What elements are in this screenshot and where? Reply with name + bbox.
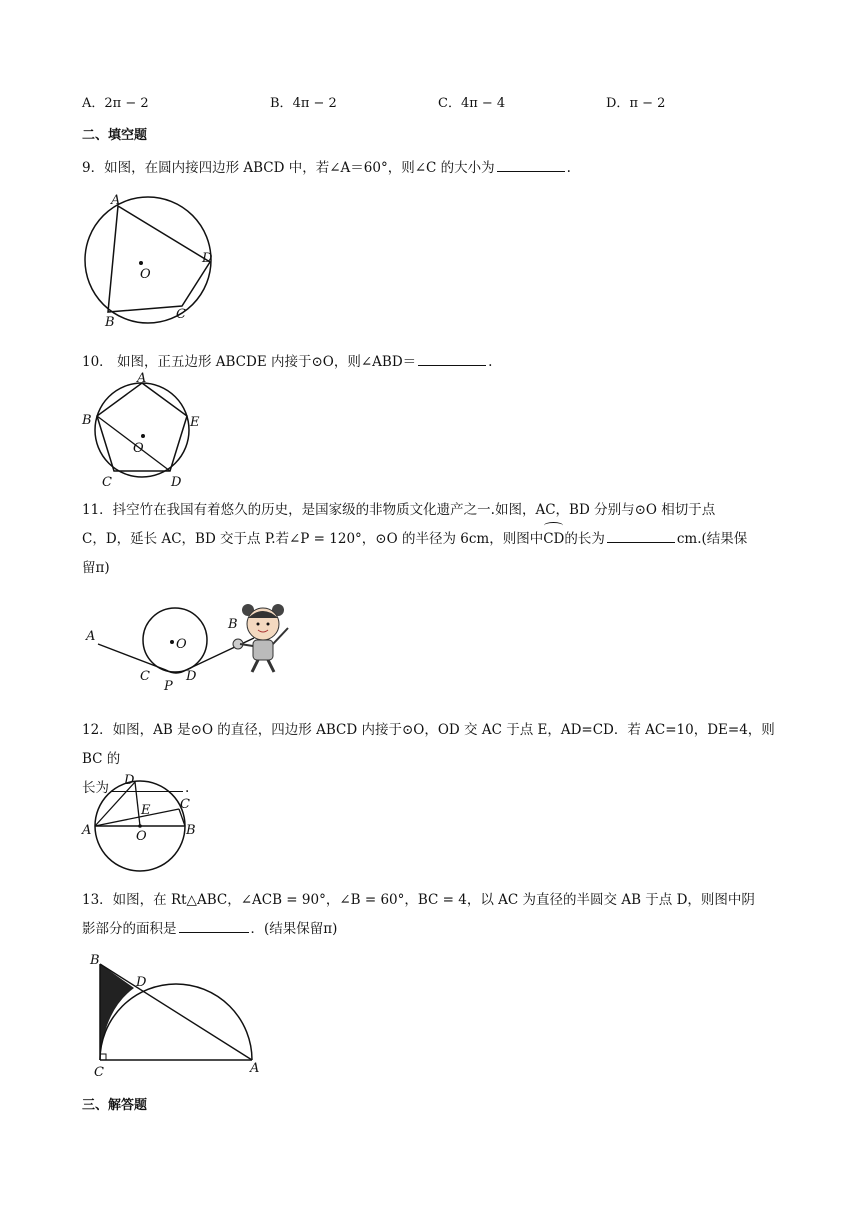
q11-label-o: O xyxy=(176,637,187,652)
q9-figure xyxy=(78,190,228,330)
q11-label-d: D xyxy=(186,669,197,684)
q13-label-c: C xyxy=(94,1065,104,1080)
answer-blank[interactable] xyxy=(418,351,486,366)
q10-label-b: B xyxy=(82,413,92,428)
q13-label-d: D xyxy=(136,975,147,990)
q13-label-a: A xyxy=(250,1061,260,1076)
option-b: B．4π − 2 xyxy=(270,96,337,111)
question-12: 12．如图，AB 是⊙O 的直径，四边形 ABCD 内接于⊙O，OD 交 AC 于点 E，AD=CD．若 AC=10，DE=4，则 BC 的 长为 . xyxy=(82,722,775,796)
q10-label-a: A xyxy=(137,372,147,386)
q12-label-d: D xyxy=(124,773,135,788)
q9-label-c: C xyxy=(176,307,186,322)
option-c: C．4π − 4 xyxy=(438,96,506,111)
q9-label-b: B xyxy=(105,315,115,330)
q13-figure xyxy=(82,950,272,1080)
q12-label-o: O xyxy=(136,829,147,844)
question-10: 10． 如图，正五边形 ABCDE 内接于⊙O，则∠ABD＝ . xyxy=(82,348,782,377)
question-9: 9．如图，在圆内接四边形 ABCD 中，若∠A＝60°，则∠C 的大小为 . xyxy=(82,154,782,183)
q11-label-b: B xyxy=(228,617,238,632)
q10-label-d: D xyxy=(171,475,182,490)
q12-label-b: B xyxy=(186,823,196,838)
q11-label-p: P xyxy=(164,679,173,694)
question-13: 13．如图，在 Rt△ABC，∠ACB = 90°，∠B = 60°，BC = 4，以 AC 为直径的半圆交 AB 于点 D，则图中阴 影部分的面积是 ．(结果保留π) xyxy=(82,892,755,937)
answer-blank[interactable] xyxy=(497,157,565,172)
q10-label-c: C xyxy=(102,475,112,490)
option-d: D．π − 2 xyxy=(606,96,666,111)
q11-label-a: A xyxy=(86,629,96,644)
q10-label-e: E xyxy=(190,415,200,430)
question-11: 11．抖空竹在我国有着悠久的历史，是国家级的非物质文化遗产之一.如图，AC，BD 分别与⊙O 相切于点 C，D，延长 AC，BD 交于点 P.若∠P = 120°，⊙O 的半径为 6cm，则图中CD的长为 cm.(结果保 留π) xyxy=(82,502,748,576)
q9-label-a: A xyxy=(111,193,121,208)
answer-blank[interactable] xyxy=(607,528,675,543)
q12-label-c: C xyxy=(180,797,190,812)
q13-label-b: B xyxy=(90,953,100,968)
q9-label-d: D xyxy=(202,251,213,266)
section-answer: 三、解答题 xyxy=(82,1098,148,1113)
q10-label-o: O xyxy=(133,441,144,456)
answer-blank[interactable] xyxy=(179,918,249,933)
q12-figure xyxy=(80,772,210,872)
cartoon-girl-icon xyxy=(233,604,288,672)
q10-figure xyxy=(78,372,208,492)
q12-label-e: E xyxy=(141,803,151,818)
option-a: A．2π − 2 xyxy=(82,96,149,111)
section-fill-blank: 二、填空题 xyxy=(82,128,148,143)
q9-label-o: O xyxy=(140,267,151,282)
q11-label-c: C xyxy=(140,669,150,684)
q11-figure xyxy=(78,598,318,698)
arc-cd: CD xyxy=(543,525,564,554)
q12-label-a: A xyxy=(82,823,92,838)
